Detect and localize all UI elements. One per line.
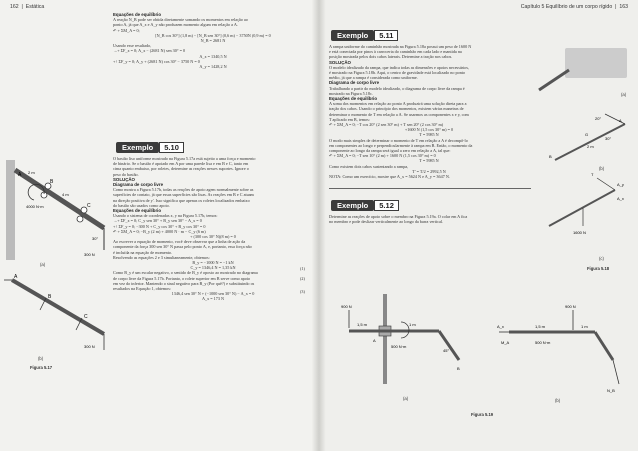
text-line: Trabalhando a partir do modelo idealizado, o diagrama de corpo livre da rampa é	[329, 85, 465, 91]
text-line: superfícies de contato, já que essas superfícies são lisas. As reações em B e C atuam	[113, 192, 254, 198]
ramp-photo	[539, 70, 569, 90]
truck	[565, 48, 627, 78]
text-line: A reação N_B pode ser obtida diretamente somando os momentos em relação ao	[113, 17, 248, 23]
text-line: em vez do inferior. Mantendo o sinal negativo para B_y (Por quê?) e substituindo os	[113, 280, 255, 286]
text-line: do bastão são usados como apoio.	[113, 202, 170, 208]
equation: +↑ ΣF_y = 0; A_y + (2681 N) cos 30° − 3750 N = 0	[113, 58, 200, 64]
rod	[15, 170, 104, 228]
equation: 1346,4 sen 30° N + (−1000 sen 30° N) − A_x = 0	[171, 291, 255, 297]
fig19-sub-b: (b)	[555, 398, 561, 403]
label-20: 20°	[595, 116, 602, 121]
label-15-fbd: 1,5 m	[535, 324, 546, 329]
figure-5-19a	[339, 290, 469, 390]
equation: ↶ + ΣM_A = 0; −B_y (2 m) + 4000 N · m − C_y (6 m)	[113, 228, 206, 234]
heading-equilibrium-2: Equações de equilíbrio	[113, 208, 162, 214]
cable-model	[605, 114, 625, 124]
subfigure-a-label: (a)	[40, 262, 46, 267]
equation: →+ ΣF_x = 0; A_x − (2681 N) sen 30° = 0	[113, 48, 186, 54]
heading-solution: SOLUÇÃO	[329, 59, 351, 65]
left-top-equations	[113, 12, 313, 69]
text-line: e está conectada por pinos à carroceria do caminhão em cada lado e mantida na	[329, 49, 462, 55]
right-running-head: Capítulo 5 Equilíbrio de um corpo rígido | 163	[520, 4, 628, 10]
label-900-fbd: 900 N	[565, 304, 576, 309]
label-ay-18c: A_y	[617, 182, 624, 187]
equation-result: B_y = −1000 N = −1 kN	[192, 260, 234, 266]
text-line: O bastão liso uniforme mostrado na Figura 5.17a está sujeito a uma força e momento	[113, 156, 256, 161]
figure-5-17b	[4, 272, 110, 352]
book-gutter	[312, 0, 326, 451]
figure-5-18	[535, 40, 631, 240]
member-incline-fbd	[595, 332, 613, 360]
equation-result: C_y = 1346,4 N = 1,35 kN	[190, 265, 236, 271]
left-running-title: Estática	[25, 4, 45, 10]
text-line: é incluída na equação de momento.	[113, 249, 173, 255]
text-line: resultados na Equação 1, obtemos:	[113, 286, 172, 292]
heading-fbd: Diagrama de corpo livre	[113, 182, 164, 188]
heading-fbd: Diagrama de corpo livre	[329, 80, 380, 86]
text-line: O modo mais simples de determinar o momento de T em relação a A é decompô-lo	[329, 137, 468, 143]
label-500-fbd: 500 N·m	[535, 340, 551, 345]
example-5-10-body	[113, 156, 313, 302]
label-a-fbd: A	[14, 274, 18, 280]
text-line: A rampa uniforme do caminhão mostrada na Figura 5.18a possui um peso de 1600 N	[329, 44, 472, 49]
label-b-19: B	[457, 366, 460, 371]
figure-5-17a	[4, 150, 110, 260]
label-moment: 4000 N·m	[26, 204, 44, 209]
figure-5-18-caption: Figura 5.18	[587, 266, 610, 271]
text-line: tração dos cabos. Usando o princípio dos momentos, existem várias maneiras de	[329, 106, 464, 112]
text-line: Usando esse resultado,	[113, 43, 152, 49]
text-line: mostrado na Figura 5.18c.	[329, 90, 373, 96]
label-force-fbd: 300 N	[84, 344, 95, 349]
equation: ↶ + ΣM_A = 0; −T cos 20° (2 sen 30° m) + T sen 20° (2 cos 30° m)	[329, 122, 444, 128]
text-line: posição mostrada pelos dois cabos laterais. Determine a tração nos cabos.	[329, 54, 453, 60]
example-number: 5.12	[374, 200, 399, 211]
label-a: A	[18, 172, 22, 178]
equation-result: A_x = 173 N	[201, 296, 225, 302]
equation-result: A_x = 1340,5 N	[199, 53, 227, 59]
text-line: Ao escrever a equação de momento, você deve observar que a linha de ação da	[113, 239, 246, 245]
label-g-18b: G	[585, 132, 589, 137]
equation-result: T' = T/2 = 2992,5 N	[412, 168, 446, 174]
example-number: 5.10	[159, 142, 184, 153]
text-line: cima quanto embaixo, por roletes, determine as reações nesses suportes. Ignore o	[113, 166, 249, 172]
tension-arrow	[597, 178, 615, 190]
example-5-11-body	[329, 44, 529, 179]
label-force: 300 N	[84, 252, 95, 257]
example-number: 5.11	[374, 30, 398, 41]
label-b: B	[50, 179, 54, 185]
fig18-sub-a: (a)	[621, 92, 627, 97]
right-page	[319, 0, 638, 451]
equation-numbers	[300, 266, 312, 295]
eq-number: (2)	[300, 276, 305, 282]
right-running-title: Capítulo 5 Equilíbrio de um corpo rígido	[520, 4, 613, 10]
equation-result: T = 5985 N	[419, 132, 439, 138]
label-1m-a: 1 m	[409, 322, 416, 327]
example-5-12-banner	[331, 200, 399, 211]
text-line: Usando o sistema de coordenadas x, y na Figura 5.17b, temos:	[113, 213, 218, 219]
text-line: A soma dos momentos em relação ao ponto A produzirá uma solução direta para a	[329, 101, 467, 107]
text-line: Como mostra a Figura 5.17b, todas as reações de apoio agem normalmente sobre as	[113, 187, 254, 193]
label-c-fbd: C	[84, 314, 88, 320]
text-line: na direção positiva de y'. Isso significa que apenas os roletes localizados embaixo	[113, 197, 250, 203]
text-line: é mostrado na Figura 5.18b. Aqui, o centro de gravidade está localizado no ponto	[329, 70, 466, 76]
equation-label: ↶ + ΣM_A = 0;	[113, 27, 140, 33]
text-line: de binário. Se o bastão é apoiado em A por uma parede lisa e em B e C, tanto em	[113, 161, 249, 167]
label-2m: 2 m	[28, 170, 35, 175]
equation: + (300 cos 30° N)(8 m) = 0	[190, 234, 236, 240]
text-line: Como B_y é um escalar negativo, o sentido de B_y é oposto ao mostrado no diagrama	[113, 270, 258, 276]
text-line: peso do bastão.	[113, 171, 139, 177]
example-label: Exemplo	[116, 142, 159, 153]
roller-c-bottom	[77, 216, 83, 222]
equation: [N_B cos 30°] (1,8 m) − [N_B sen 30°] (0,6 m) − 3750N (0,9 m) = 0	[155, 32, 271, 38]
equation: +1600 N (1,5 cos 30° m) = 0	[404, 127, 454, 133]
example-5-11-banner	[331, 30, 398, 41]
equation: →+ ΣF_x = 0; C_y sen 30° + B_y sen 30° − A_x = 0	[113, 218, 202, 224]
label-15m: 1,5 m	[357, 322, 368, 327]
label-45: 45°	[443, 348, 450, 353]
text-line: em componentes ao longo e perpendicularmente à rampa em B. Então, o momento da	[329, 142, 473, 148]
eq-number: (3)	[300, 289, 305, 295]
equation-result: N_B = 2681 N	[200, 38, 226, 44]
label-b-fbd: B	[48, 294, 52, 300]
figure-5-19b	[495, 300, 625, 400]
text-line: Determine as reações de apoio sobre o membro na Figura 5.19a. O colar em A fica	[329, 214, 468, 219]
member-incline	[439, 331, 459, 360]
text-line: médio, já que a rampa é considerada como uniforme.	[329, 75, 418, 81]
equation: ↶ + ΣM_A = 0; −T sen 10° (2 m) + 1600 N (1,5 cos 30° m) = 0	[329, 153, 436, 159]
wall	[6, 160, 15, 260]
example-label: Exemplo	[331, 30, 374, 41]
ramp-model	[555, 124, 625, 160]
text-line: O modelo idealizado da rampa, que indica todas as dimensões e apoios necessários,	[329, 64, 470, 70]
label-1600: 1600 N	[573, 230, 586, 235]
text-line: componente da força 300 sen 30° N passa pelo ponto A, e, portanto, essa força não	[113, 244, 252, 250]
example-label: Exemplo	[331, 200, 374, 211]
label-nb-fbd: N_B	[607, 388, 615, 393]
text-line: Resolvendo as equações 2 e 3 simultaneamente, obtemos:	[113, 254, 210, 260]
label-a-19: A	[373, 338, 376, 343]
equation: +↑ ΣF_y = 0; −300 N + C_y cos 30° + B_y cos 30° = 0	[113, 223, 206, 229]
equation-result: T = 5985 N	[419, 158, 439, 164]
fig18-sub-b: (b)	[599, 166, 605, 171]
label-ma-fbd: M_A	[501, 340, 510, 345]
label-1m-fbd: 1 m	[581, 324, 588, 329]
text-line: componente ao longo da rampa será igual a zero em relação a A, tal que:	[329, 148, 451, 154]
left-page-number: 162	[10, 4, 19, 10]
left-running-head: 162 | Estática	[10, 4, 45, 10]
ramp-fbd	[549, 190, 615, 226]
text-line: determinar o momento de T em relação a A. Se usarmos as componentes x e y, com	[329, 111, 469, 117]
note-rule	[329, 188, 531, 189]
text-line: Como existem dois cabos sustentando a rampa,	[329, 163, 409, 169]
text-line: ponto A, já que A_x e A_y não produzem momento algum em relação a A.	[113, 22, 238, 28]
label-b-18b: B	[549, 154, 552, 159]
text-line: T aplicado em B, temos:	[329, 116, 370, 122]
label-4m: 4 m	[62, 192, 69, 197]
fig19-sub-a: (a)	[403, 396, 409, 401]
vertical-bar	[383, 294, 387, 384]
heading-equilibrium: Equações de equilíbrio	[329, 96, 378, 102]
label-c: C	[87, 203, 91, 209]
eq-number: (1)	[300, 266, 305, 271]
label-ax-fbd: A_x	[497, 324, 504, 329]
rod-fbd	[12, 280, 104, 334]
label-900: 900 N	[341, 304, 352, 309]
right-page-number: 163	[619, 4, 628, 10]
label-30: 30°	[605, 136, 612, 141]
label-ax-18c: A_x	[617, 196, 624, 201]
figure-5-19-caption: Figura 5.19	[471, 412, 494, 417]
example-5-10-banner	[116, 142, 184, 153]
label-500: 500 N·m	[391, 344, 407, 349]
note-line: NOTA: Como um exercício, mostre que A_x = 5624 N e A_y = 3647 N.	[329, 174, 450, 180]
label-t: T	[591, 172, 594, 177]
figure-5-17-caption: Figura 5.17	[30, 365, 53, 370]
text-line: de corpo livre da Figura 5.17b. Portanto, o rolete superior em B serve como apoio	[113, 275, 251, 281]
heading-equilibrium-1: Equações de equilíbrio	[113, 12, 162, 17]
subfigure-b-label: (b)	[38, 356, 44, 361]
fig18-sub-c: (c)	[599, 256, 604, 261]
equation-result: A_y = 1428,2 N	[199, 64, 227, 70]
text-line: no membro e pode deslizar verticalmente ao longo da barra vertical.	[329, 219, 444, 225]
label-a-18b: A	[619, 118, 622, 123]
heading-solution: SOLUÇÃO	[113, 176, 135, 182]
label-30: 30°	[92, 236, 99, 241]
label-2m: 2 m	[587, 144, 594, 149]
reaction-nb	[613, 360, 619, 384]
